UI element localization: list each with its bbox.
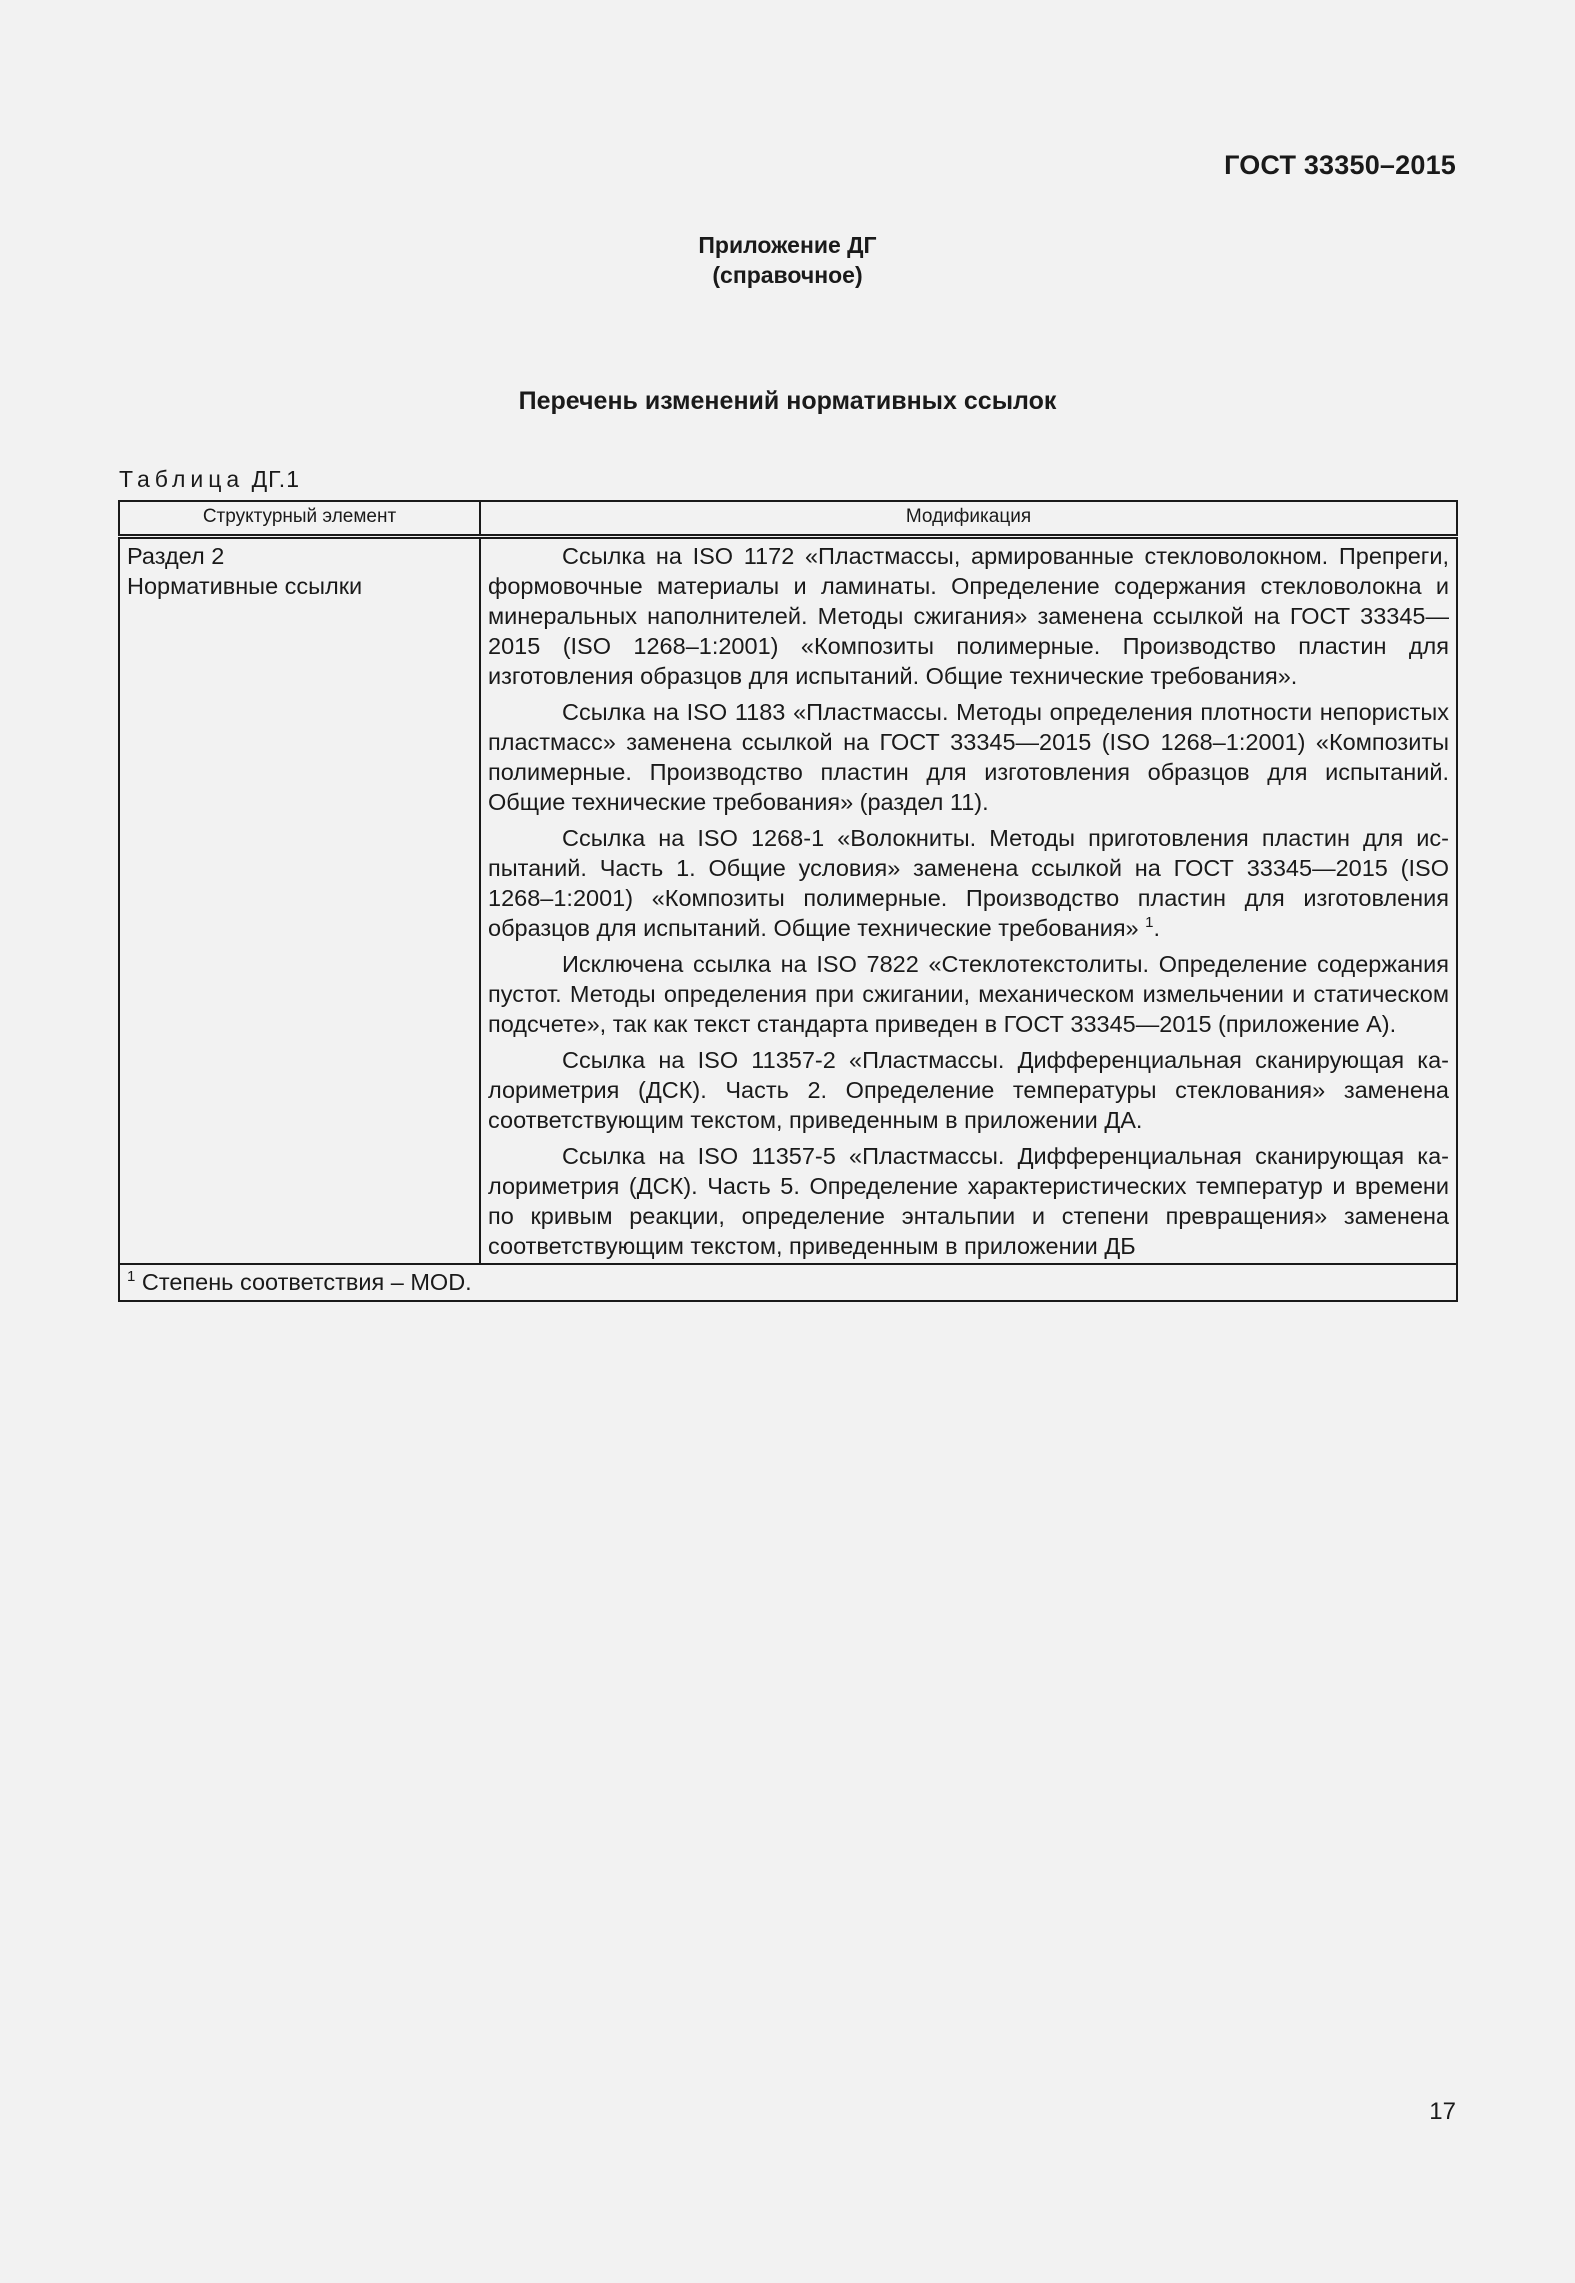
section-title: Перечень изменений нормативных ссылок [518,387,1057,415]
table-caption [119,466,300,493]
modification-paragraph: Ссылка на ISO 1183 «Пластмассы. Методы определения плотности непористых пластмасс» заменена ссылкой на ГОСТ 33345—2015 (ISO 1268–1:2001) «Композиты полимерные. Производство пластин для изготовления образцов для испытаний. Общие технические требования» (раздел 11). [488,699,1449,815]
paragraph-end: . [1153,915,1161,941]
appendix-subtitle: (справочное) [712,262,863,288]
appendix-heading [0,230,1575,290]
modification-paragraph-text: Ссылка на ISO 1268-1 «Волокниты. Методы приготовления пластин для испытаний. Часть 1. Общие условия» заменена ссылкой на ГОСТ 33345—2015 (ISO 1268–1:2001) «Композиты полимерные. Производство пластин для изготовления образцов для испытаний. Общие технические требования» [488,825,1449,941]
table-caption-word: Таблица [119,466,245,492]
footnote-mark: 1 [127,1268,136,1285]
document-number: ГОСТ 33350–2015 [1224,150,1456,180]
modification-paragraph: Ссылка на ISO 11357-2 «Пластмассы. Дифференциальная сканирующая калориметрия (ДСК). Часть 2. Определение температуры стеклования» заменена соответствующим текстом, приведенным в приложении ДА. [488,1047,1449,1133]
footnote-text: Степень соответствия – MOD. [135,1269,472,1295]
table-header-row [119,501,1457,537]
footnote-reference: 1 [1145,914,1154,931]
footnote-cell [119,1264,1457,1301]
modifications-table [118,500,1458,1302]
element-section: Раздел 2 [127,543,225,569]
table-row [119,537,1457,1265]
modification-paragraph: Ссылка на ISO 1172 «Пластмассы, армированные стекловолокном. Препреги, формовочные материалы и ламинаты. Определение содержания стекловолокна и минеральных наполнителей. Методы сжигания» заменена ссылкой на ГОСТ 33345—2015 (ISO 1268–1:2001) «Композиты полимерные. Производство пластин для изготовления образцов для испытаний. Общие технические требования». [488,543,1449,689]
header-structural-element: Структурный элемент [119,501,480,537]
table-caption-number: ДГ.1 [251,466,300,492]
structural-element-cell [119,537,480,1265]
modification-paragraph: Ссылка на ISO 11357-5 «Пластмассы. Дифференциальная сканирующая калориметрия (ДСК). Часть 5. Определение характеристических температур и времени по кривым реакции, определение энтальпии и степени превращения» заменена соответствующим текстом, приведенным в приложении ДБ [488,1143,1449,1259]
appendix-title: Приложение ДГ [698,232,877,258]
modification-paragraph: Исключена ссылка на ISO 7822 «Стеклотекстолиты. Определение содержания пустот. Методы определения при сжигании, механическом измельчении и статическом подсчете», так как текст стандарта приведен в ГОСТ 33345—2015 (приложение А). [488,951,1449,1037]
footnote-row [119,1264,1457,1301]
modification-paragraph-with-footnote [488,823,1449,943]
header-modification: Модификация [480,501,1457,537]
page-number: 17 [1429,2098,1456,2125]
modification-cell [480,537,1457,1265]
element-name: Нормативные ссылки [127,573,363,599]
